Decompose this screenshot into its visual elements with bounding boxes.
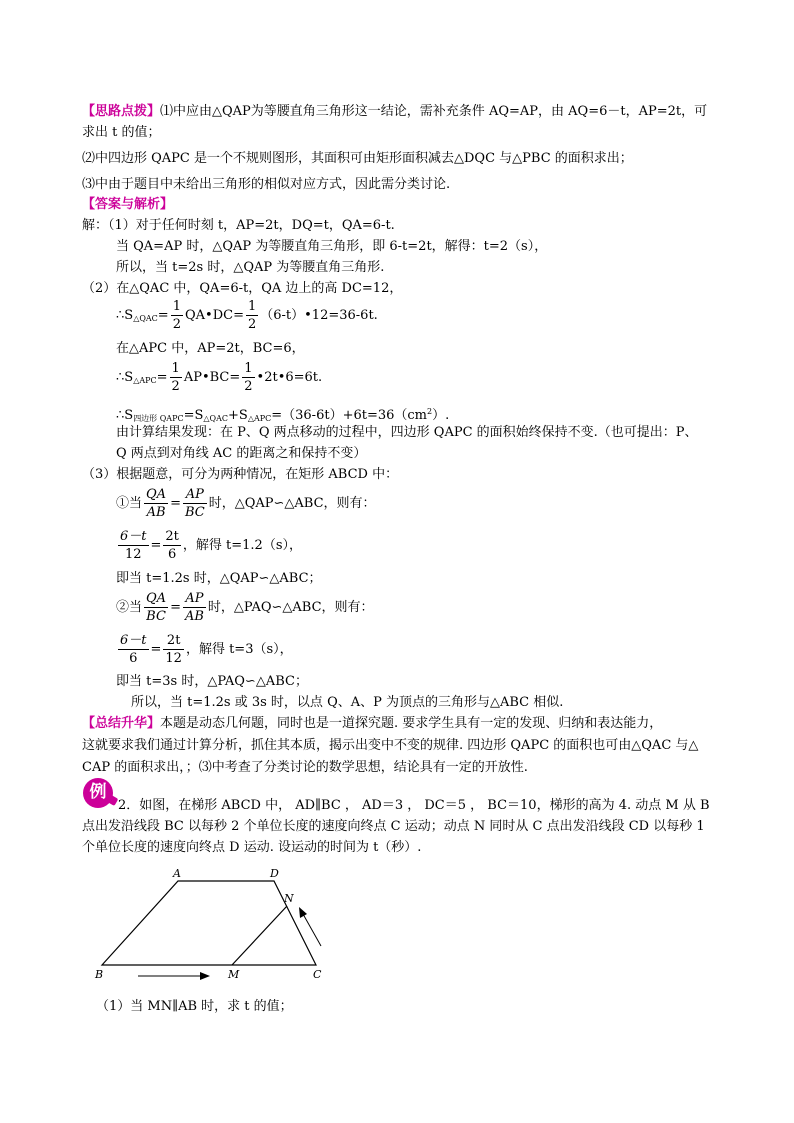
example-line-3: 个单位长度的速度向终点 D 运动. 设运动的时间为 t（秒）.	[82, 840, 422, 855]
answer-observation-1: 由计算结果发现：在 P、Q 两点移动的过程中，四边形 QAPC 的面积始终保持不变.（也可提出：P、	[116, 425, 698, 440]
label-m: M	[228, 968, 240, 981]
example-badge-icon: 例	[83, 778, 113, 808]
arrow-bm-head	[200, 972, 210, 980]
answer-observation-2: Q 两点到对角线 AC 的距离之和保持不变）	[116, 446, 367, 461]
hint-tag: 【思路点拨】	[82, 104, 161, 119]
fraction-half: $\frac{1}{2}$	[244, 361, 253, 394]
label-b: B	[95, 968, 104, 981]
hint-line-4: ⑶中由于题目中未给出三角形的相似对应方式，因此需分类讨论.	[82, 177, 451, 192]
answer-part2: （2）在△QAC 中，QA=6-t，QA 边上的高 DC=12，	[82, 281, 403, 296]
summary-line-3: CAP 的面积求出，；⑶中考查了分类讨论的数学思想，结论具有一定的开放性.	[82, 760, 528, 775]
answer-tag: 【答案与解析】	[82, 197, 174, 212]
fraction-half: $\frac{1}{2}$	[172, 299, 181, 332]
case2-condition: ②当 $\frac{QA}{BC}$ = $\frac{AP}{AB}$ 时，△PAQ∽△ABC，则有：	[116, 591, 374, 624]
summary-tag: 【总结升华】	[82, 716, 161, 731]
answer-part1: 解：（1）对于任何时刻 t，AP=2t，DQ=t，QA=6-t.	[82, 218, 395, 233]
answer-apc: 在△APC 中，AP=2t，BC=6，	[116, 341, 305, 356]
trapezoid-figure	[92, 866, 332, 986]
case1-equation: $\frac{6-t}{12}$ = $\frac{2t}{6}$ ，解得 t=1.2（s），	[120, 529, 303, 562]
answer-part1-conclusion: 所以，当 t=2s 时，△QAP 为等腰直角三角形.	[116, 260, 385, 275]
summary-line-1: 【总结升华】本题是动态几何题，同时也是一道探究题. 要求学生具有一定的发现、归纳和表达能力，	[82, 716, 663, 731]
example-line-1: 2．如图，在梯形 ABCD 中， AD∥BC ， AD＝3 ， DC＝5 ， BC＝10，梯形的高为 4. 动点 M 从 B	[118, 798, 710, 813]
hint-line-3: ⑵中四边形 QAPC 是一个不规则图形，其面积可由矩形面积减去△DQC 与△PBC 的面积求出；	[82, 151, 633, 166]
area-apc-formula: $\therefore S_{\triangle APC}=$ $\frac{1}{2}$ AP•BC= $\frac{1}{2}$ •2t•6=6t.	[116, 361, 323, 394]
hint-line-2: 求出 t 的值；	[82, 125, 161, 140]
label-d: D	[270, 867, 279, 880]
label-c: C	[313, 968, 322, 981]
case1-result: 即当 t=1.2s 时，△QAP∽△ABC；	[116, 571, 322, 586]
case2-equation: $\frac{6-t}{6}$ = $\frac{2t}{12}$ ，解得 t=3（s），	[120, 633, 293, 666]
fraction-half: $\frac{1}{2}$	[171, 361, 180, 394]
arrow-cn-shaft	[303, 914, 321, 946]
answer-part3: （3）根据题意，可分为两种情况，在矩形 ABCD 中：	[82, 467, 399, 482]
label-a: A	[173, 867, 181, 880]
case1-condition: ①当 $\frac{QA}{AB}$ = $\frac{AP}{BC}$ 时，△QAP∽△ABC，则有：	[116, 487, 376, 520]
answer-part1-case: 当 QA=AP 时，△QAP 为等腰直角三角形，即 6-t=2t，解得：t=2（s），	[116, 239, 548, 254]
arrow-cn-head	[299, 907, 307, 918]
example-line-2: 点出发沿线段 BC 以每秒 2 个单位长度的速度向终点 C 运动；动点 N 同时从 C 点出发沿线段 CD 以每秒 1	[82, 819, 705, 834]
fraction-half: $\frac{1}{2}$	[247, 299, 257, 332]
summary-line-2: 这就要求我们通过计算分析，抓住其本质，揭示出变中不变的规律. 四边形 QAPC 的面积也可由△QAC 与△	[82, 738, 699, 753]
question-1: （1）当 MN∥AB 时，求 t 的值；	[96, 999, 293, 1014]
area-qac-formula: $\therefore S_{\triangle QAC}=$ $\frac{1}{2}$ QA•DC= $\frac{1}{2}$ （6-t）•12=36-6t.	[116, 299, 378, 332]
label-n: N	[284, 892, 294, 905]
area-qapc-formula: $\therefore S_{四边形 QAPC}=S_{\triangle QAC}+S_{\triangle APC}=(36-6t)+6t=36(cm^2)$.	[116, 407, 450, 423]
segment-mn	[232, 906, 287, 965]
hint-line-1: 【思路点拨】⑴中应由△QAP为等腰直角三角形这一结论，需补充条件 AQ=AP，由 AQ=6－t，AP=2t，可	[82, 104, 708, 119]
case2-result: 即当 t=3s 时，△PAQ∽△ABC；	[116, 674, 308, 689]
answer-final: 所以，当 t=1.2s 或 3s 时，以点 Q、A、P 为顶点的三角形与△ABC 相似.	[131, 695, 564, 710]
